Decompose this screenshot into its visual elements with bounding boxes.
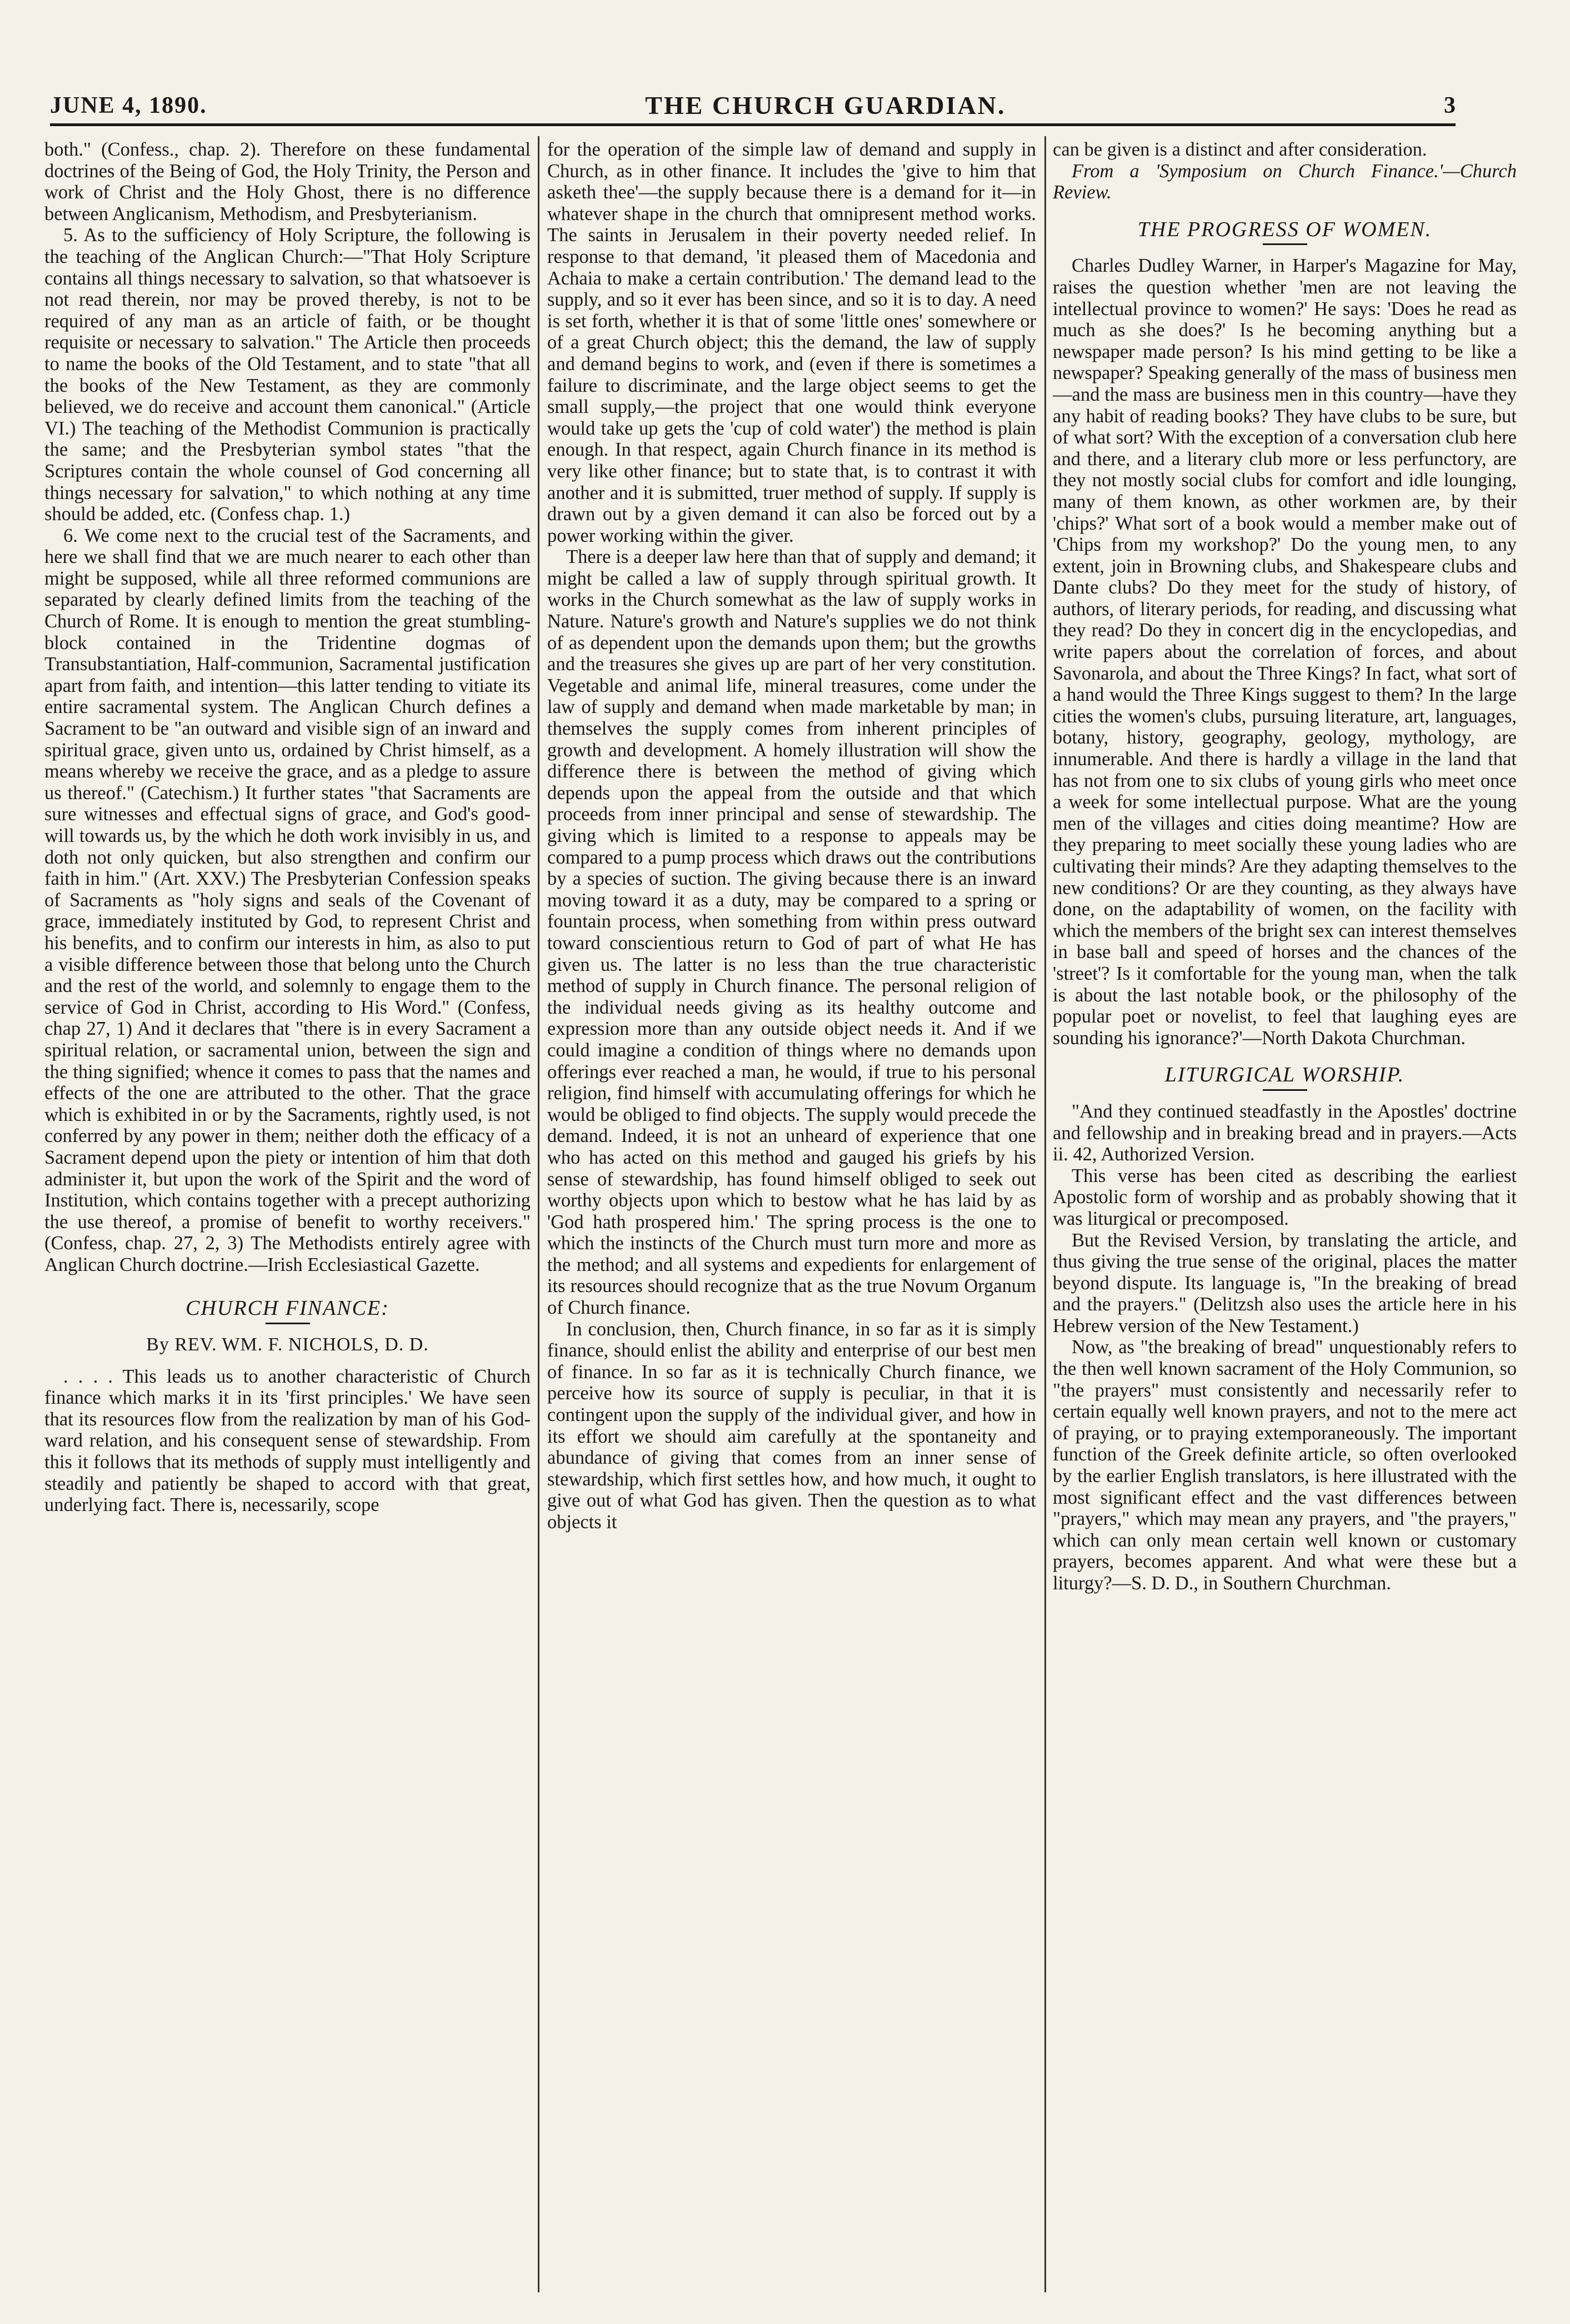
issue-date: JUNE 4, 1890.	[50, 93, 207, 118]
article-paragraph: for the operation of the simple law of demand and supply in Church, as in other finance. It includes the 'give to him that asketh thee'—the supply because there is a demand for it—in whatever shape in the church that omnipresent method works. The saints in Jerusalem in their poverty needed relief. In response to that demand, 'it pleased them of Macedonia and Achaia to make a certain contribution.' The demand lead to the supply, and so it ever has been since, and so it is to day. A need is set forth, whether it is that of some 'little ones' somewhere or of a great Church object; this the demand, the law of supply and demand begins to work, and (even if there is sometimes a failure to discriminate, and the large object seems to get the small supply,—the project that one would think everyone would take up gets the 'cup of cold water') the method is plain enough. In that respect, again Church finance in its method is very like other finance; but to state that, is to contrast it with another and it is submitted, truer method of supply. If supply is drawn out by a given demand it can also be forced out by a power working within the giver.	[547, 139, 1036, 546]
article-heading: CHURCH FINANCE:	[186, 1296, 389, 1320]
column-rule	[1044, 136, 1046, 2292]
article-paragraph: Now, as "the breaking of bread" unquestionably refers to the then well known sacrament of the Holy Communion, so "the prayers" must consistently and necessarily refer to certain equally well known prayers, and not to the mere act of praying, or to praying extemporaneously. The important function of the Greek definite article, so often overlooked by the earlier English translators, is here illustrated with the most significant effect and the vast differences between "prayers," which may mean any prayers, and "the prayers," which can only mean certain well known or customary prayers, becomes apparent. And what were these but a liturgy?—S. D. D., in Southern Churchman.	[1053, 1336, 1517, 1594]
article-paragraph: In conclusion, then, Church finance, in so far as it is simply finance, should enlist the ability and enterprise of our best men of finance. In so far as it is technically Church finance, we perceive how its source of supply is peculiar, in that it is contingent upon the supply of the individual giver, and how in its effort we should aim carefully at the spontaneity and abundance of giving that comes from an inner sense of stewardship, which first settles how, and how much, it ought to give out of what God has given. Then the question as to what objects it	[547, 1318, 1036, 1533]
article-paragraph: . . . . This leads us to another characteristic of Church finance which marks it in its 'first principles.' We have seen that its resources flow from the realization by man of his God-ward relation, and his consequent sense of stewardship. From this it follows that its methods of supply must intelligently and steadily and patiently be shaped to accord with that great, underlying fact. There is, necessarily, scope	[44, 1365, 531, 1516]
article-paragraph: Charles Dudley Warner, in Harper's Magazine for May, raises the question whether 'men are not leaving the intellectual province to women?' He says: 'Does he read as much as she does?' Is he becoming anything but a newspaper made person? Is his mind getting to be like a newspaper? Speaking generally of the mass of business men—and the mass are business men in this country—have they any habit of reading books? They have clubs to be sure, but of what sort? With the exception of a conversation club here and there, and a literary club more or less perfunctory, are they not mostly social clubs for comfort and idle lounging, many of them known, as other workmen are, by their 'chips?' What sort of a book would a member make out of 'Chips from my workshop?' Do the young men, to any extent, join in Browning clubs, and Shakespeare clubs and Dante clubs? Do they meet for the study of history, of authors, of literary periods, for reading, and discussing what they read? Do they in concert dig in the encyclopedias, and write papers about the correlation of forces, and about Savonarola, and about the Three Kings? In fact, what sort of a hand would the Three Kings suggest to them? In the large cities the women's clubs, pursuing literature, art, languages, botany, history, geography, geology, mythology, are innumerable. And there is hardly a village in the land that has not from one to six clubs of young girls who meet once a week for some intellectual purpose. What are the young men of the villages and cities doing meantime? How are they preparing to meet socially these young ladies who are cultivating their minds? Are they adapting themselves to the new conditions? Or are they counting, as they always have done, on the adaptability of women, on the facility with which the members of the bright sex can interest themselves in base ball and speed of horses and the chances of the 'street'? Is it comfortable for the young man, when the talk is about the last notable book, or the philosophy of the popular poet or novelist, to feel that laughing eyes are sounding his ignorance?'—North Dakota Churchman.	[1053, 255, 1517, 1049]
divider	[1263, 243, 1307, 245]
article-paragraph: But the Revised Version, by translating the article, and thus giving the true sense of the original, places the matter beyond dispute. Its language is, "In the breaking of bread and the prayers." (Delitzsh also uses the article here in his Hebrew version of the New Testament.)	[1053, 1229, 1517, 1336]
masthead	[50, 83, 1456, 126]
divider	[1263, 1089, 1307, 1091]
column-rule	[538, 136, 539, 2292]
article-heading: LITURGICAL WORSHIP.	[1164, 1063, 1405, 1087]
article-source: From a 'Symposium on Church Finance.'—Church Review.	[1053, 160, 1517, 203]
article-heading: THE PROGRESS OF WOMEN.	[1137, 217, 1432, 241]
article-paragraph: 6. We come next to the crucial test of the Sacraments, and here we shall find that we are much nearer to each other than might be supposed, while all three reformed communions are separated by clearly defined limits from the teaching of the Church of Rome. It is enough to mention the great stumbling-block contained in the Tridentine dogmas of Transubstantiation, Half-communion, Sacramental justification apart from faith, and intention—this latter tending to vitiate its entire sacramental system. The Anglican Church defines a Sacrament to be "an outward and visible sign of an inward and spiritual grace, given unto us, ordained by Christ himself, as a means whereby we receive the grace, and as a pledge to assure us thereof." (Catechism.) It further states "that Sacraments are sure witnesses and effectual signs of grace, and God's good-will towards us, by the which he doth work invisibly in us, and doth not only quicken, but also strengthen and confirm our faith in him." (Art. XXV.) The Presbyterian Confession speaks of Sacraments as "holy signs and seals of the Covenant of grace, immediately instituted by God, to represent Christ and his benefits, and to confirm our interests in him, as also to put a visible difference between those that belong unto the Church and the rest of the world, and solemnly to engage them to the service of God in Christ, according to His Word." (Confess, chap 27, 1) And it declares that "there is in every Sacrament a spiritual relation, or sacramental union, between the sign and the thing signified; whence it comes to pass that the names and effects of the one are attributed to the other. That the grace which is exhibited in or by the Sacraments, rightly used, is not conferred by any power in them; neither doth the efficacy of a Sacrament depend upon the piety or intention of him that doth administer it, but upon the work of the Spirit and the word of Institution, which contains together with a precept authorizing the use thereof, a promise of benefit to worthy receivers." (Confess, chap. 27, 2, 3) The Methodists entirely agree with Anglican Church doctrine.—Irish Ecclesiastical Gazette.	[44, 525, 531, 1275]
article-paragraph: both." (Confess., chap. 2). Therefore on these fundamental doctrines of the Being of God, the Holy Trinity, the Person and work of Christ and the Holy Ghost, there is no difference between Anglicanism, Methodism, and Presbyterianism.	[44, 139, 531, 225]
article-paragraph: can be given is a distinct and after consideration.	[1053, 139, 1427, 160]
article-paragraph: This verse has been cited as describing the earliest Apostolic form of worship and as probably showing that it was liturgical or precomposed.	[1053, 1165, 1517, 1229]
article-paragraph: 5. As to the sufficiency of Holy Scripture, the following is the teaching of the Anglican Church:—"That Holy Scripture contains all things necessary to salvation, so that whatsoever is not read therein, nor may be proved thereby, is not to be required of any man as an article of faith, or be thought requisite or necessary to salvation." The Article then proceeds to name the books of the Old Testament, and to state "that all the books of the New Testament, as they are commonly believed, we do receive and account them canonical." (Article VI.) The teaching of the Methodist Communion is practically the same; and the Presbyterian symbol states "that the Scriptures contain the whole counsel of God concerning all things necessary for salvation," to which nothing at any time should be added, etc. (Confess chap. 1.)	[44, 225, 531, 525]
article-byline: By REV. WM. F. NICHOLS, D. D.	[146, 1334, 429, 1355]
column-1	[44, 139, 531, 2295]
column-3	[1053, 139, 1517, 2295]
divider	[266, 1323, 310, 1324]
column-2	[547, 139, 1036, 2295]
article-paragraph: "And they continued steadfastly in the Apostles' doctrine and fellowship and in breaking bread and in prayers.—Acts ii. 42, Authorized Version.	[1053, 1100, 1517, 1165]
paper-title: THE CHURCH GUARDIAN.	[645, 91, 1006, 119]
article-paragraph: There is a deeper law here than that of supply and demand; it might be called a law of supply through spiritual growth. It works in the Church somewhat as the law of supply works in Nature. Nature's growth and Nature's supplies we do not think of as dependent upon the demands upon them; but the growths and the treasures she gives up are part of her very constitution. Vegetable and animal life, mineral treasures, come under the law of supply and demand when made marketable by man; in themselves the supply comes from inherent principles of growth and development. A homely illustration will show the difference there is between the method of giving which depends upon the appeal from the outside and that which proceeds from inner principal and sense of stewardship. The giving which is limited to a response to appeals may be compared to a pump process which draws out the contributions by a species of suction. The giving because there is an inward moving toward it as a duty, may be compared to a spring or fountain process, when something from within press outward toward conscientious return to God of part of what He has given us. The latter is no less than the true characteristic method of supply in Church finance. The personal religion of the individual needs giving as its healthy outcome and expression more than any outside object needs it. And if we could imagine a condition of things where no demands upon offerings ever reached a man, he would, if true to his personal religion, find himself with accumulating offerings for which he would be obliged to find objects. The supply would precede the demand. Indeed, it is not an unheard of experience that one who has acted on this method and gauged his griefs by his sense of stewardship, has found himself obliged to seek out worthy objects upon which to bestow what he has laid by as 'God hath prospered him.' The spring process is the one to which the instincts of the Church must turn more and more as the method; and all systems and expedients for enlargement of its resources should recognize that as the true Novum Organum of Church finance.	[547, 546, 1036, 1319]
page-number: 3	[1444, 93, 1456, 118]
